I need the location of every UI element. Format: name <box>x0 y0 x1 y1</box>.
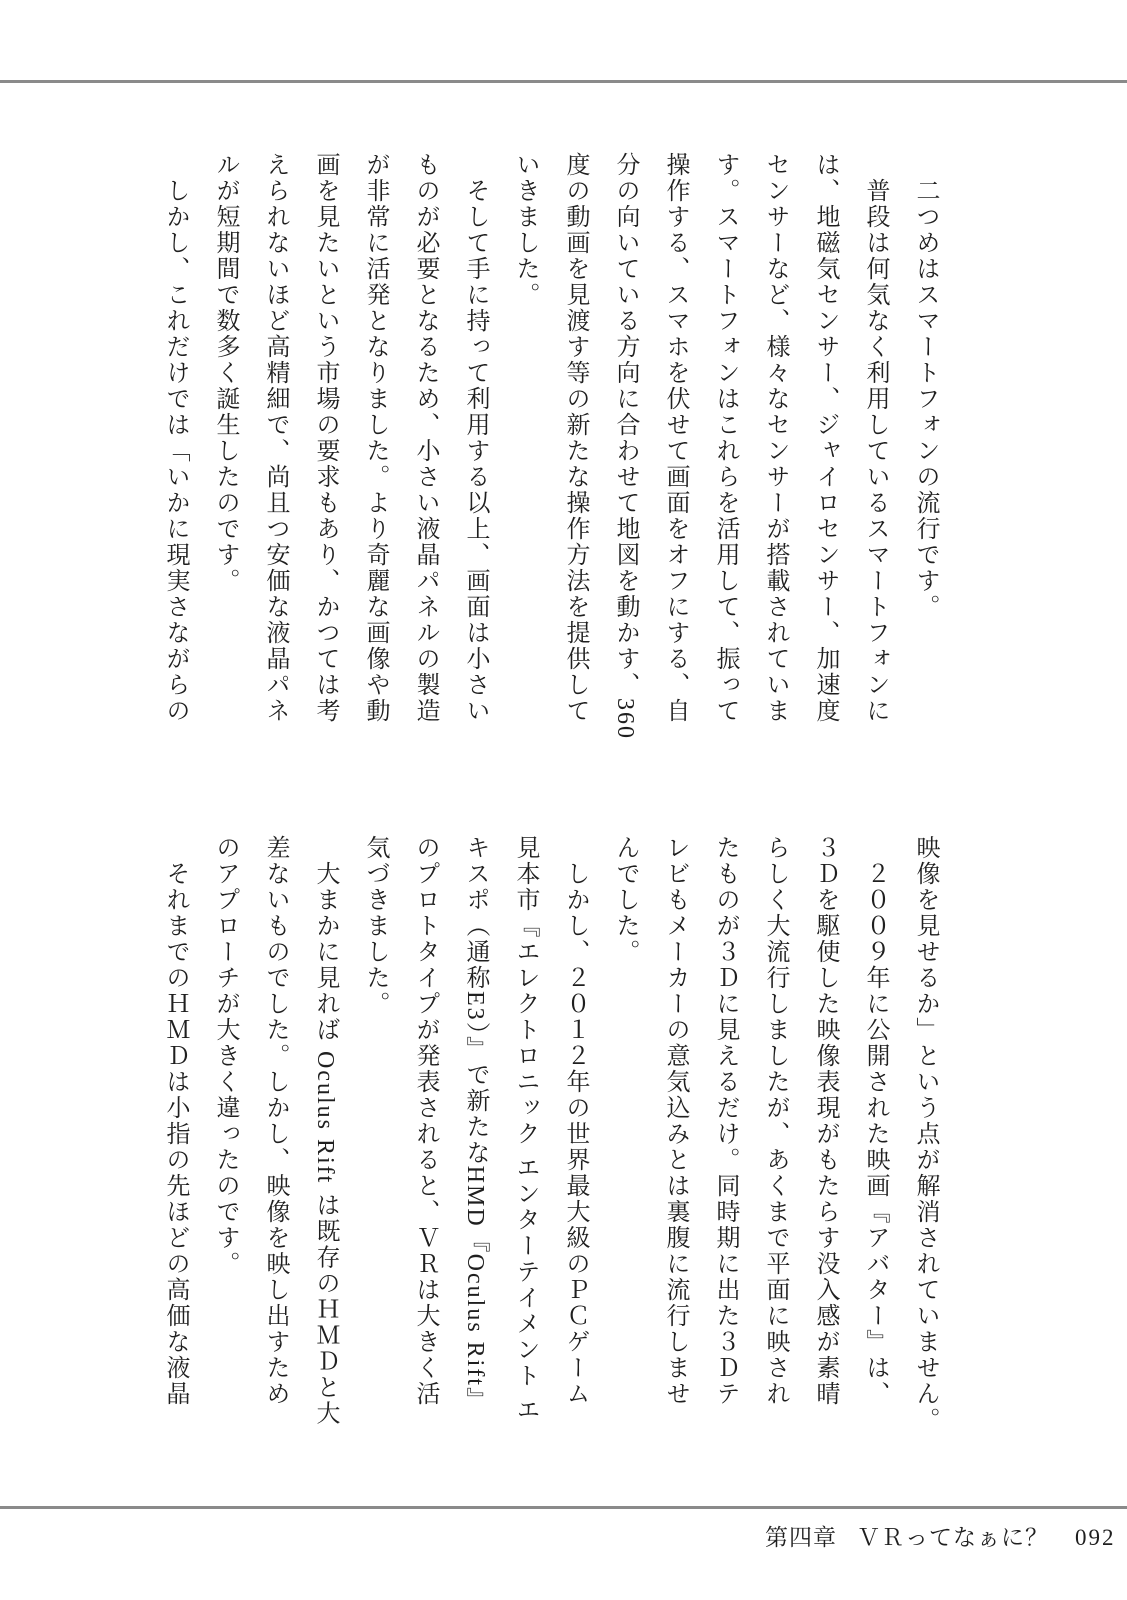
text-line: 度の動画を見渡す等の新たな操作方法を提供して <box>562 152 588 724</box>
text-line: のアプローチが大きく違ったのです。 <box>212 835 238 1277</box>
text-line: 映像を見せるか」という点が解消されていません。 <box>912 835 938 1433</box>
footer-rule <box>0 1506 1127 1509</box>
lower-text-block <box>150 835 950 1433</box>
text-line: ２００９年に公開された映画『アバター』は、 <box>862 835 888 1407</box>
text-line: ルが短期間で数多く誕生したのです。 <box>212 152 238 594</box>
text-line: えられないほど高精細で、尚且つ安価な液晶パネ <box>262 152 288 724</box>
text-line: ものが必要となるため、小さい液晶パネルの製造 <box>412 152 438 724</box>
footer <box>765 1519 1116 1552</box>
text-line: キスポ（通称E3）』で新たなHMD『Oculus Rift』 <box>462 835 488 1413</box>
text-line: 気づきました。 <box>362 835 388 1017</box>
text-line: ３Ｄを駆使した映像表現がもたらす没入感が素晴 <box>812 835 838 1407</box>
text-line: らしく大流行しましたが、あくまで平面に映され <box>762 835 788 1407</box>
text-line: 分の向いている方向に合わせて地図を動かす、360 <box>612 152 638 740</box>
text-line: たものが３Ｄに見えるだけ。同時期に出た３Ｄテ <box>712 835 738 1407</box>
top-rule <box>0 80 1127 83</box>
text-line: レビもメーカーの意気込みとは裏腹に流行しませ <box>662 835 688 1407</box>
text-line: センサーなど、様々なセンサーが搭載されていま <box>762 152 788 724</box>
text-line: 二つめはスマートフォンの流行です。 <box>912 152 938 620</box>
text-line: それまでのＨＭＤは小指の先ほどの高価な液晶 <box>162 835 188 1407</box>
footer-page-number: 092 <box>1075 1525 1116 1550</box>
text-line: 大まかに見れば Oculus Rift は既存のＨＭＤと大 <box>312 835 338 1427</box>
text-line: しかし、２０１２年の世界最大級のＰＣゲーム <box>562 835 588 1407</box>
text-line: しかし、これだけでは「いかに現実さながらの <box>162 152 188 724</box>
text-line: す。スマートフォンはこれらを活用して、振って <box>712 152 738 724</box>
text-line: 操作する、スマホを伏せて画面をオフにする、自 <box>662 152 688 724</box>
text-line: いきました。 <box>512 152 538 308</box>
text-line: 画を見たいという市場の要求もあり、かつては考 <box>312 152 338 724</box>
text-line: そして手に持って利用する以上、画面は小さい <box>462 152 488 724</box>
text-line: んでした。 <box>612 835 638 965</box>
footer-chapter-label: 第四章 <box>765 1525 837 1550</box>
footer-title: ＶＲってなぁに？ <box>857 1525 1049 1550</box>
upper-text-block <box>150 152 950 740</box>
text-line: 見本市『エレクトロニック エンターテイメント エ <box>512 835 538 1423</box>
text-line: のプロトタイプが発表されると、ＶＲは大きく活 <box>412 835 438 1407</box>
text-line: は、地磁気センサー、ジャイロセンサー、加速度 <box>812 152 838 724</box>
text-line: が非常に活発となりました。より奇麗な画像や動 <box>362 152 388 724</box>
text-line: 普段は何気なく利用しているスマートフォンに <box>862 152 888 724</box>
text-line: 差ないものでした。しかし、映像を映し出すため <box>262 835 288 1407</box>
